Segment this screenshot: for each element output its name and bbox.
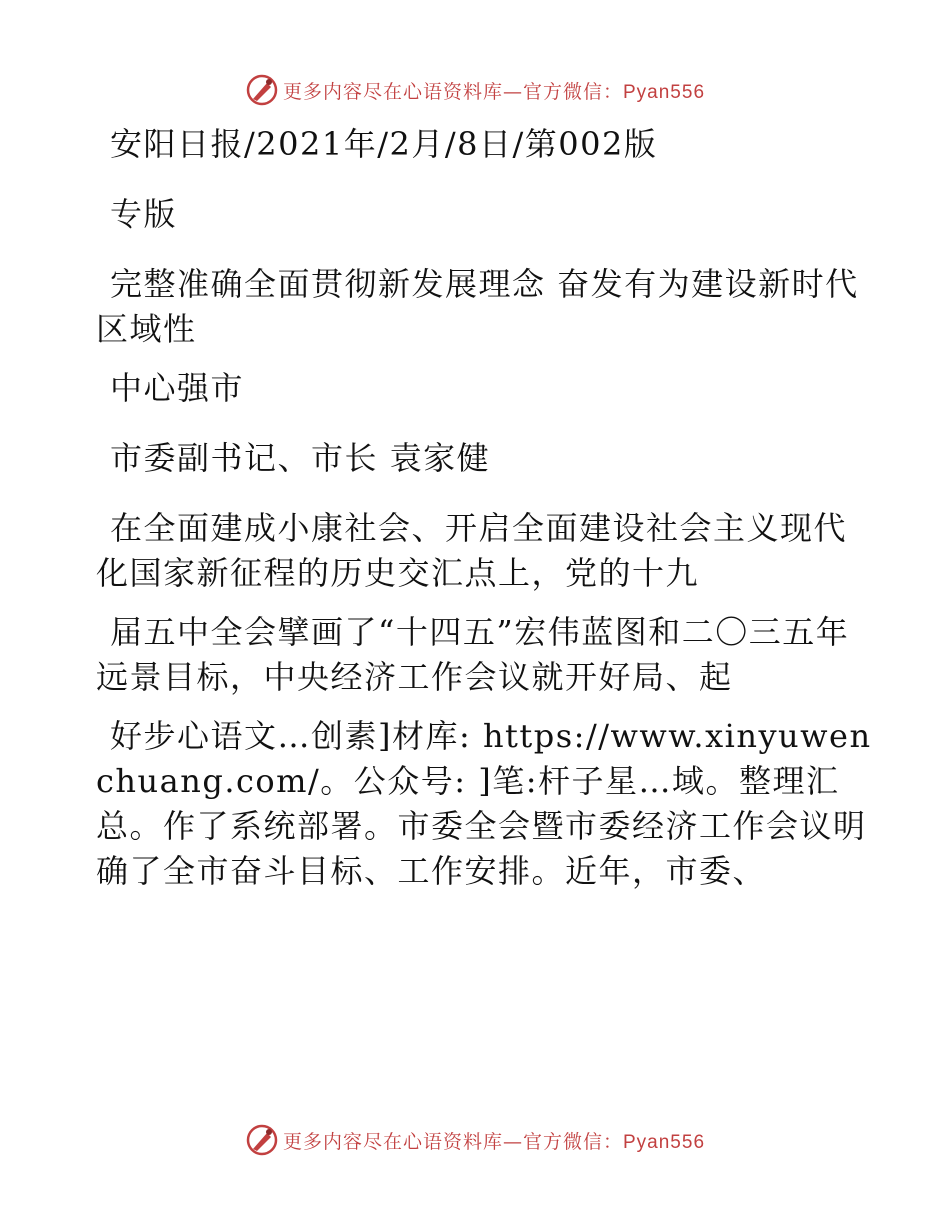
watermark-wechat-id: Pyan556	[623, 1131, 706, 1153]
watermark-text: 更多内容尽在心语资料库—官方微信：Pyan556	[282, 1130, 706, 1153]
watermark-footer	[0, 1120, 950, 1160]
author-line: 市委副书记、市长 袁家健	[110, 439, 491, 477]
watermark-header	[0, 70, 950, 110]
section-label: 专版	[110, 195, 178, 233]
article-title: 完整准确全面贯彻新发展理念 奋发有为建设新时代区域性	[96, 265, 859, 348]
pen-logo-icon	[245, 73, 279, 107]
body-paragraph: 好步心语文…创素]材库: https://www.xinyuwenchuang.com/。公众号: ]笔:杆子星…域。整理汇总。作了系统部署。市委全会暨市委经济工作会议明确了全市奋斗目标、工作安排。近年，市委、	[96, 717, 872, 890]
article-title-continued: 中心强市	[110, 369, 245, 407]
body-paragraph: 届五中全会擘画了“十四五”宏伟蓝图和二〇三五年远景目标，中央经济工作会议就开好局、起	[96, 613, 850, 696]
document-body	[96, 122, 876, 894]
watermark-wechat-id: Pyan556	[623, 81, 706, 103]
publication-line: 安阳日报/2021年/2月/8日/第002版	[110, 125, 658, 163]
pen-logo-icon	[245, 1123, 279, 1157]
watermark-text: 更多内容尽在心语资料库—官方微信：Pyan556	[282, 80, 706, 103]
body-paragraph: 在全面建成小康社会、开启全面建设社会主义现代化国家新征程的历史交汇点上，党的十九	[96, 509, 848, 592]
